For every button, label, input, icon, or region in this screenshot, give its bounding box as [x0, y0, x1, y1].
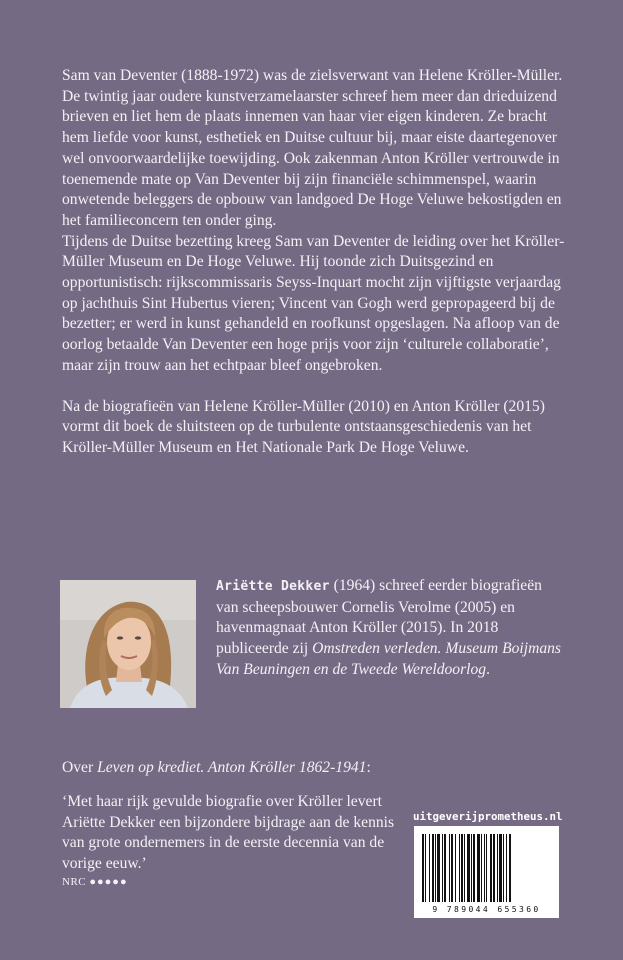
- review-intro: [62, 758, 371, 778]
- publisher-url[interactable]: uitgeverijprometheus.nl: [413, 810, 563, 823]
- barcode-bar: [459, 834, 460, 902]
- isbn-barcode: [414, 826, 559, 918]
- barcode-bar: [503, 834, 504, 902]
- barcode-bar: [473, 834, 475, 902]
- barcode-bar: [451, 834, 453, 902]
- review-source: [62, 876, 128, 888]
- barcode-bar: [509, 834, 511, 902]
- barcode-bar: [432, 834, 434, 902]
- author-bio: [216, 576, 566, 681]
- barcode-bar: [437, 834, 440, 902]
- review-source-name: NRC: [62, 876, 87, 888]
- review-intro-prefix: Over: [62, 759, 98, 776]
- barcode-bar: [484, 834, 485, 902]
- barcode-digits: 9 789044 655360: [432, 905, 541, 914]
- barcode-bar: [449, 834, 450, 902]
- review-stars: ●●●●●: [89, 876, 128, 888]
- barcode-bar: [435, 834, 436, 902]
- author-name: Ariëtte Dekker: [216, 579, 330, 594]
- barcode-bar: [481, 834, 482, 902]
- review-intro-suffix: :: [366, 759, 371, 776]
- author-photo: [60, 580, 196, 708]
- review-quote: ‘Met haar rijk gevulde biografie over Kröller levert Ariëtte Dekker een bijzondere bijdrage aan de kennis van grote ondernemers in de eerste decennia van de vorige eeuw.’: [62, 793, 395, 873]
- barcode-bar: [422, 834, 424, 902]
- barcode-bar: [461, 834, 463, 902]
- barcode-bar: [442, 834, 443, 902]
- barcode-bar: [471, 834, 472, 902]
- barcode-bar: [499, 834, 502, 902]
- barcode-bar: [464, 834, 465, 902]
- back-cover-blurb: [62, 66, 574, 459]
- barcode-bar: [506, 834, 507, 902]
- barcode-bar: [425, 834, 426, 902]
- barcode-bar: [477, 834, 480, 902]
- barcode-bar: [490, 834, 492, 902]
- review-book-title: Leven op krediet. Anton Kröller 1862-1941: [97, 759, 367, 776]
- author-bio-end: .: [486, 660, 490, 678]
- barcode-bar: [486, 834, 487, 902]
- barcode-bar: [497, 834, 498, 902]
- barcode-bar: [467, 834, 470, 902]
- author-bio-book-title: Omstreden verleden. Museum Boijmans Van Beuningen en de Tweede Wereldoorlog: [216, 640, 561, 678]
- barcode-bar: [429, 834, 430, 902]
- barcode-bar: [444, 834, 446, 902]
- blurb-paragraph-1: Sam van Deventer (1888-1972) was de zielsverwant van Helene Kröller-Müller. De twintig jaar oudere kunstverzamelaarster schreef hem meer dan drieduizend brieven en liet hem de plaats innemen van haar vier eigen kinderen. Ze bracht hem liefde voor kunst, esthetiek en Duitse cultuur bij, maar eiste daartegenover wel onvoorwaardelijke toewijding. Ook zakenman Anton Kröller vertrouwde in toenemende mate op Van Deventer bij zijn financiële schimmenspel, waarin onwetende beleggers de opbouw van landgoed De Hoge Veluwe bekostigden en het familieconcern ten onder ging.: [62, 67, 563, 229]
- blurb-paragraph-3: Na de biografieën van Helene Kröller-Müller (2010) en Anton Kröller (2015) vormt dit boek de sluitsteen op de turbulente ontstaansgeschiedenis van het Kröller-Müller Museum en Het Nationale Park De Hoge Veluwe.: [62, 397, 545, 456]
- barcode-bar: [455, 834, 456, 902]
- author-bio-text: (1964) schreef eerder biografieën van scheepsbouwer Cornelis Verolme (2005) en havenmagnaat Anton Kröller (2015). In 2018 publiceerde zij: [216, 577, 542, 658]
- blurb-paragraph-2: Tijdens de Duitse bezetting kreeg Sam van Deventer de leiding over het Kröller-Müller Museum en De Hoge Veluwe. Hij toonde zich Duitsgezind en opportunistisch: rijkscommissaris Seyss-Inquart mocht zijn vijftigste verjaardag op jachthuis Sint Hubertus vieren; Vincent van Gogh werd gepropageerd bij de bezetter; er werd in kunst gehandeld en roofkunst opgeslagen. Na afloop van de oorlog betaalde Van Deventer een hoge prijs voor zijn ‘culturele collaboratie’, maar zijn trouw aan het echtpaar bleef ongebroken.: [62, 232, 565, 374]
- barcode-bar: [493, 834, 495, 902]
